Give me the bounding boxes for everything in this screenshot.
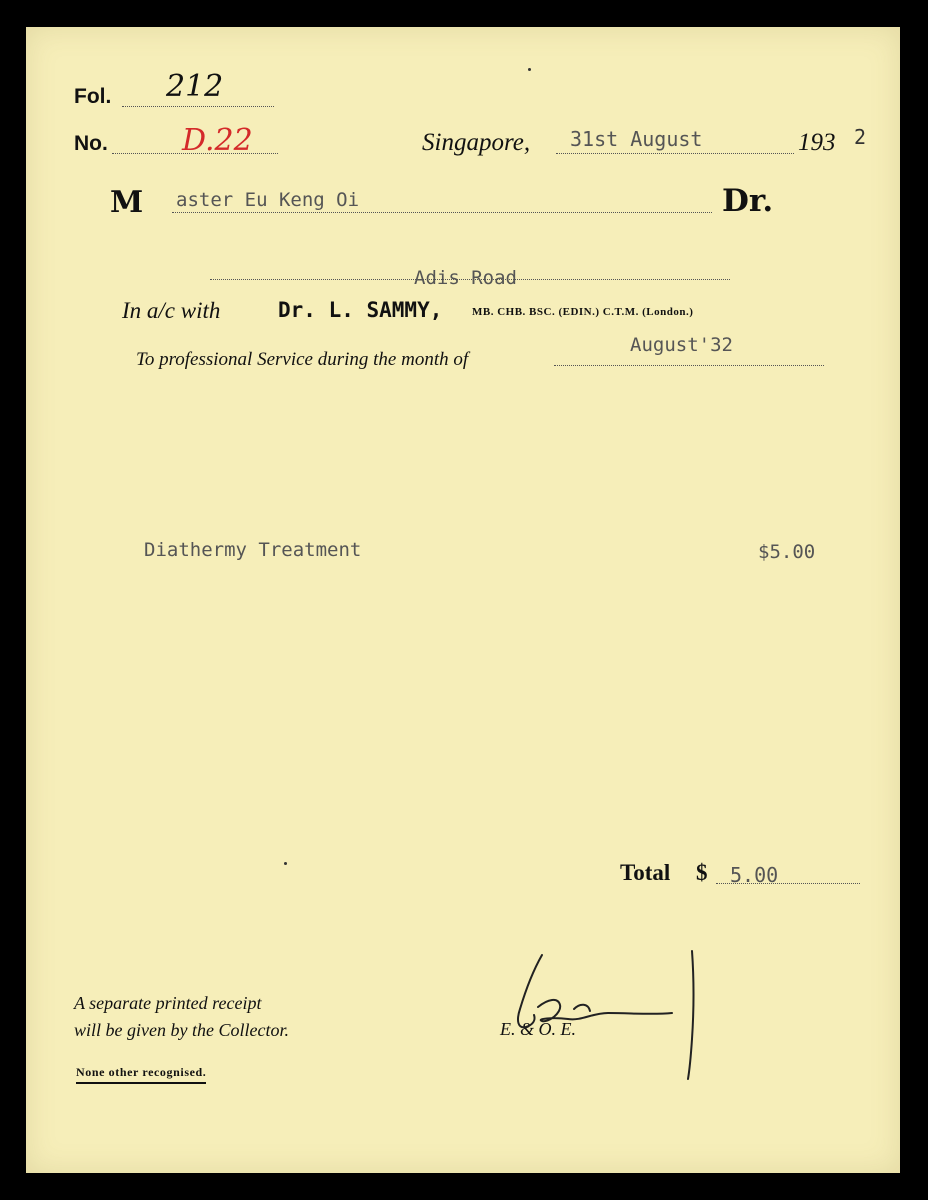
item-amount: $5.00 [758, 541, 816, 563]
receipt-note-line1: A separate printed receipt [74, 993, 262, 1013]
invoice-paper [26, 27, 900, 1173]
fol-dotted-line [122, 106, 274, 107]
service-label: To professional Service during the month of [136, 349, 469, 370]
year-prefix: 193 [798, 129, 836, 156]
no-value: D.22 [182, 123, 253, 158]
addressee-initial: M [110, 185, 144, 220]
doctor-name: Dr. L. SAMMY, [278, 298, 443, 322]
date-dotted-line [556, 153, 794, 154]
year-suffix: 2 [854, 125, 867, 149]
address-value: Adis Road [414, 267, 517, 289]
service-dotted-line [554, 365, 824, 366]
eoe-note: E. & O. E. [500, 1019, 576, 1039]
total-label: Total [620, 860, 671, 885]
total-currency: $ [696, 860, 708, 885]
service-month: August'32 [630, 334, 733, 356]
item-description: Diathermy Treatment [144, 539, 362, 561]
total-amount: 5.00 [730, 863, 779, 887]
doctor-qualifications: MB. CHB. BSC. (EDIN.) C.T.M. (London.) [472, 306, 694, 318]
dr-mark: Dr. [722, 183, 774, 219]
city-label: Singapore, [422, 129, 531, 156]
no-label: No. [74, 132, 108, 155]
receipt-note-line2: will be given by the Collector. [74, 1020, 289, 1040]
date-value: 31st August [570, 127, 703, 151]
paper-speck [284, 862, 287, 865]
fol-value: 212 [166, 69, 224, 104]
fol-label: Fol. [74, 85, 112, 108]
signature [512, 949, 702, 1084]
addressee-name: aster Eu Keng Oi [176, 189, 360, 211]
paper-speck [528, 68, 531, 71]
account-prefix: In a/c with [122, 298, 221, 323]
none-other-note: None other recognised. [76, 1065, 206, 1084]
addressee-dotted-line [172, 212, 712, 213]
